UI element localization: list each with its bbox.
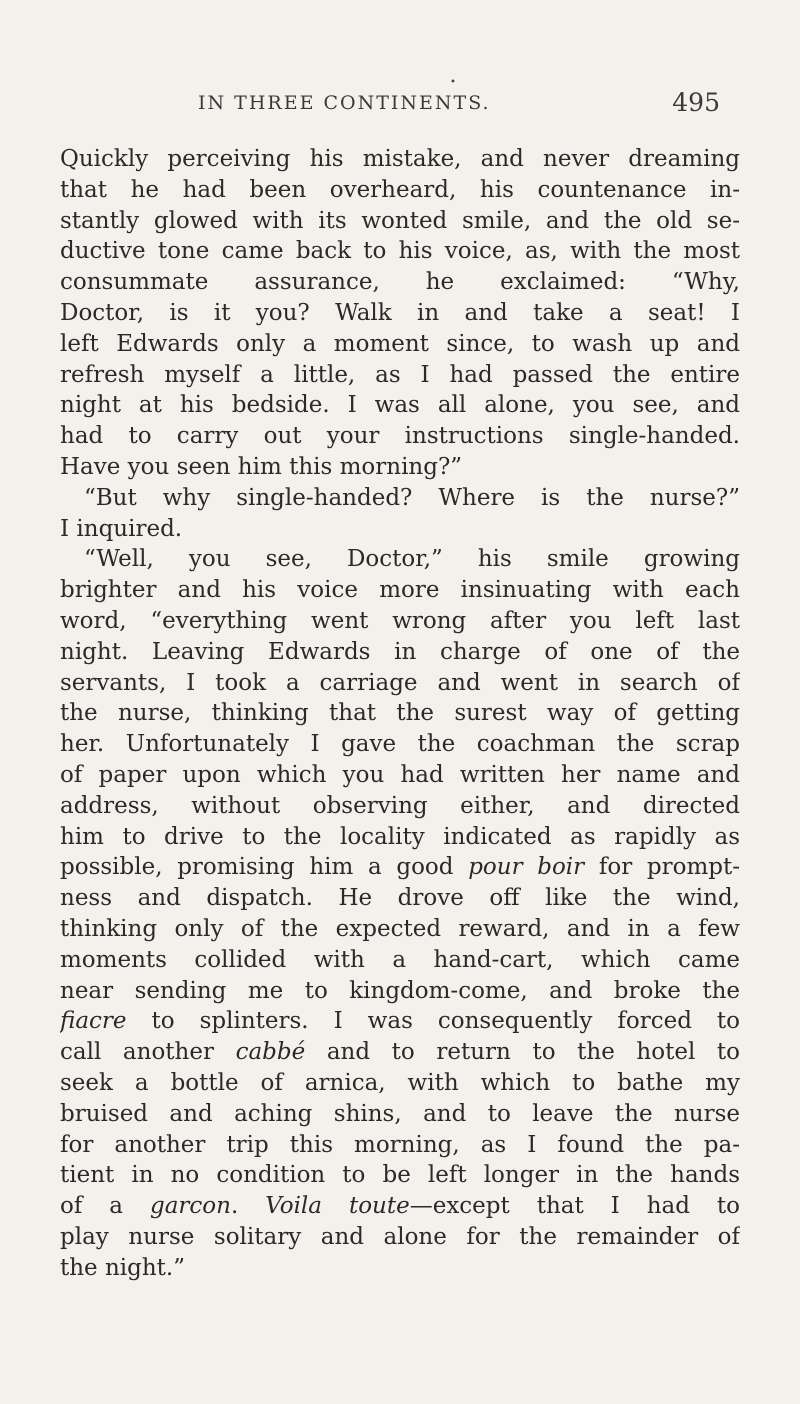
text-line (60, 298, 740, 329)
text-run: ductive tone came back to his voice, as, with the most (60, 238, 740, 265)
text-line (60, 1006, 740, 1037)
text-run: bruised and aching shins, and to leave the nurse (60, 1100, 740, 1127)
italic-text: garcon (149, 1193, 231, 1220)
text-line (60, 760, 740, 791)
text-run: Have you seen him this morning?” (60, 453, 463, 480)
italic-text: pour boir (468, 854, 585, 881)
text-run: word, “everything went wrong after you left last (60, 607, 740, 634)
text-run: of a (60, 1193, 150, 1220)
text-run: stantly glowed with its wonted smile, and the old se- (60, 207, 740, 234)
text-line (60, 390, 740, 421)
text-line (60, 329, 740, 360)
text-line (60, 1160, 740, 1191)
text-run: I inquired. (60, 515, 183, 542)
text-run: him to drive to the locality indicated as rapidly as (60, 823, 740, 850)
text-line (60, 1191, 740, 1222)
text-run: that he had been overheard, his countenance in- (60, 176, 740, 203)
italic-text: Voila toute (265, 1193, 410, 1220)
text-run: ness and dispatch. He drove off like the wind, (60, 885, 740, 912)
page-number: 495 (672, 88, 720, 117)
text-run: and to return to the hotel to (305, 1039, 740, 1066)
text-line (60, 606, 740, 637)
text-run: servants, I took a carriage and went in search of (60, 669, 740, 696)
text-line (60, 514, 740, 545)
text-line (60, 822, 740, 853)
text-run: brighter and his voice more insinuating with each (60, 577, 740, 604)
text-line (60, 236, 740, 267)
text-run: . (230, 1193, 266, 1220)
text-run: thinking only of the expected reward, and in a few (60, 915, 740, 942)
text-run: Quickly perceiving his mistake, and never dreaming (60, 146, 740, 172)
running-head: IN THREE CONTINENTS. (198, 92, 491, 114)
text-run: left Edwards only a moment since, to wash up and (60, 330, 740, 357)
text-run: play nurse solitary and alone for the remainder of (60, 1223, 740, 1250)
text-run: “Well, you see, Doctor,” his smile growing (84, 546, 740, 573)
text-line (60, 729, 740, 760)
text-line (60, 421, 740, 452)
text-run: night at his bedside. I was all alone, you see, and (60, 392, 740, 419)
text-run: of paper upon which you had written her name and (60, 761, 740, 788)
text-run: possible, promising him a good (60, 854, 469, 881)
text-run: Doctor, is it you? Walk in and take a seat! I (60, 299, 740, 326)
text-run: address, without observing either, and directed (60, 792, 740, 819)
text-line (60, 267, 740, 298)
text-line (60, 883, 740, 914)
text-run: call another (60, 1039, 236, 1066)
text-run: to splinters. I was consequently forced to (126, 1008, 740, 1035)
text-run: the night.” (60, 1254, 185, 1281)
page-header (60, 77, 740, 128)
body-text (60, 144, 740, 1283)
text-run: moments collided with a hand-cart, which came (60, 946, 740, 973)
text-line (60, 452, 740, 483)
text-line (60, 791, 740, 822)
text-line (60, 360, 740, 391)
text-line (60, 698, 740, 729)
text-run: for prompt- (584, 854, 740, 881)
text-run: had to carry out your instructions single-handed. (60, 423, 740, 450)
text-run: night. Leaving Edwards in charge of one of the (60, 638, 740, 665)
text-line (60, 1068, 740, 1099)
text-line (60, 1253, 740, 1284)
text-line (60, 976, 740, 1007)
text-line (60, 206, 740, 237)
text-line (60, 544, 740, 575)
text-line (60, 1130, 740, 1161)
text-run: seek a bottle of arnica, with which to bathe my (60, 1069, 740, 1096)
text-run: refresh myself a little, as I had passed the entire (60, 361, 740, 388)
text-run: the nurse, thinking that the surest way of getting (60, 700, 740, 727)
text-run: tient in no condition to be left longer in the hands (60, 1162, 740, 1189)
text-run: her. Unfortunately I gave the coachman the scrap (60, 731, 740, 758)
text-run: consummate assurance, he exclaimed: “Why, (60, 269, 740, 296)
italic-text: fiacre (60, 1008, 127, 1035)
text-run: near sending me to kingdom-come, and broke the (60, 977, 740, 1004)
text-line (60, 175, 740, 206)
italic-text: cabbé (235, 1039, 306, 1066)
text-line (60, 945, 740, 976)
text-line (60, 1222, 740, 1253)
text-line (60, 144, 740, 175)
printer-mark: • (450, 77, 456, 88)
text-line (60, 914, 740, 945)
text-run: —except that I had to (409, 1193, 740, 1220)
text-line (60, 852, 740, 883)
text-line (60, 1037, 740, 1068)
text-line (60, 483, 740, 514)
text-run: for another trip this morning, as I found the pa- (60, 1131, 740, 1158)
text-line (60, 1099, 740, 1130)
text-run: “But why single-handed? Where is the nurse?” (84, 484, 740, 511)
text-line (60, 575, 740, 606)
text-line (60, 668, 740, 699)
text-line (60, 637, 740, 668)
